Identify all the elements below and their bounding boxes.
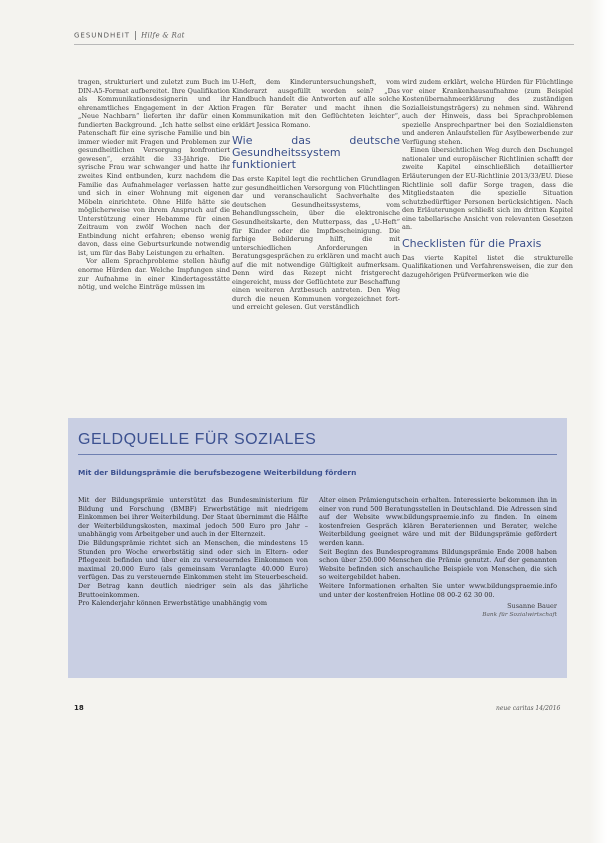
running-header (74, 31, 185, 40)
article-column-1 (78, 78, 230, 292)
box-column-2 (319, 496, 557, 619)
box-paragraph: Weitere Informationen erhalten Sie unter www.bildungspraemie.info und unter der kostenfreien Hotline 08 00-2 62 30 00. (319, 581, 557, 599)
box-title: GELDQUELLE FÜR SOZIALES (78, 431, 317, 448)
paragraph: wird zudem erklärt, welche Hürden für Flüchtlinge vor einer Krankenhausaufnahme (zum Beispiel Kostenübernahmeerklärung des zuständigen Sozialleistungsträgers) zu nehmen sind. Während auch der Hinweis, dass bei Sprachproblemen spezielle Ansprechpartner bei den Sozialdiensten und anderen Anlaufstellen für Asylbewerbende zur Verfügung stehen. (402, 78, 573, 146)
box-column-1 (78, 496, 308, 608)
page-number: 18 (74, 704, 84, 712)
author-signature: Susanne Bauer (507, 602, 557, 611)
section-label: GESUNDHEIT (74, 31, 131, 40)
paragraph: Einen übersichtlichen Weg durch den Dschungel nationaler und europäischer Richtlinien schafft der zweite Kapitel einschließlich detaillierter Erläuterungen der EU-Richtlinie 2013/33/EU. Diese Richtlinie soll dafür Sorge tragen, dass die Mitgliedstaaten die spezielle Situation schutzbedürftiger Personen berücksichtigen. Nach den Erläuterungen schließt sich im dritten Kapitel eine tabellarische Ansicht von relevanten Gesetzen an. (402, 146, 573, 232)
paragraph: U-Heft, dem Kinderuntersuchungsheft, vom Kinderarzt ausgefüllt worden sein? „Das Handbuch handelt die Antworten auf alle solche Fragen für Berater und macht ihnen die Kommunikation mit den Geflüchteten leichter“, erklärt Jessica Romano. (232, 78, 400, 129)
box-subtitle: Mit der Bildungsprämie die berufsbezogene Weiterbildung fördern (78, 468, 357, 477)
author-affiliation: Bank für Sozialwirtschaft (482, 611, 557, 618)
box-paragraph: Seit Beginn des Bundesprogramms Bildungsprämie Ende 2008 haben schon über 250.000 Menschen die Prämie genutzt. Auf der genannten Website befinden sich anschauliche Beispiele von Menschen, die sich so weitergebildet haben. (319, 547, 557, 582)
header-separator (135, 31, 136, 40)
box-paragraph: Die Bildungsprämie richtet sich an Menschen, die mindestens 15 Stunden pro Woche erwerbstätig sind oder sich in Eltern- oder Pflegezeit befinden und über ein zu versteuerndes Einkommen von maximal 20.000 Euro (als gemeinsam Veranlagte 40.000 Euro) verfügen. Das zu versteuernde Einkommen steht im Steuerbescheid. Der Betrag kann deutlich niedriger sein als das jährliche Bruttoeinkommen. (78, 538, 308, 599)
info-box (68, 418, 567, 678)
section-heading: Wie das deutsche Gesundheitssystem funktioniert (232, 134, 400, 172)
paragraph: Das vierte Kapitel listet die strukturelle Qualifikationen und Verfahrensweisen, die zur den dazugehörigen Prüfvermerken wie die (402, 253, 573, 279)
page-edge (589, 0, 607, 843)
box-paragraph: Pro Kalenderjahr können Erwerbstätige unabhängig vom (78, 599, 267, 608)
box-title-rule (78, 454, 557, 455)
paragraph: Vor allem Sprachprobleme stellen häufig enorme Hürden dar. Welche Impfungen sind zur Aufnahme in einer Kindertagesstätte nötig, und welche Einträge müssen im (78, 257, 230, 292)
box-paragraph: Alter einen Prämiengutschein erhalten. Interessierte bekommen ihn in einer von rund 500 Beratungsstellen in Deutschland. Die Adressen sind auf der Website www.bildungspraemie.info zu finden. In einem kostenfreien Gespräch klären Berateriennen und Berater, welche Weiterbildung geeignet wäre und mit der Bildungsprämie gefördert werden kann. (319, 496, 557, 547)
paragraph: tragen, strukturiert und zuletzt zum Buch im DIN-A5-Format aufbereitet. Ihre Qualifikation als Kommunikationsdesignerin und ihr ehrenamtliches Engagement in der Aktion „Neue Nachbarn“ lieferten ihr dafür einen fundierten Background. „Ich hatte selbst eine Patenschaft für eine syrische Familie und bin immer wieder mit Fragen und Problemen zur gesundheitlichen Versorgung konfrontiert gewesen“, erzählt die 33-Jährige. Die syrische Frau war schwanger und hatte ihr zweites Kind entbunden, kurz nachdem die Familie das Aufnahmelager verlassen hatte und sich in einer Wohnung mit eigenen Möbeln einrichtete. Ohne Hilfe hätte sie möglicherweise von ihrem Anspruch auf die Unterstützung einer Hebamme für einen Zeitraum von zwölf Wochen nach der Entbindung nicht erfahren; ebenso wenig davon, dass eine Geburtsurkunde notwendig ist, um für das Baby Leistungen zu erhalten. (78, 78, 230, 257)
article-column-2 (232, 78, 400, 312)
subsection-label: Hilfe & Rat (141, 31, 185, 40)
box-paragraph: Mit der Bildungsprämie unterstützt das Bundesministerium für Bildung und Forschung (BMBF) Erwerbstätige mit niedrigem Einkommen bei ihrer Weiterbildung. Der Staat übernimmt die Hälfte der Weiterbildungskosten, maximal jedoch 500 Euro pro Jahr – unabhängig vom Arbeitgeber und auch in der Elternzeit. (78, 496, 308, 539)
article-column-3 (402, 78, 573, 279)
header-rule (74, 44, 574, 45)
magazine-name: neue caritas 14/2016 (496, 705, 561, 712)
section-heading: Checklisten für die Praxis (402, 236, 542, 250)
paragraph: Das erste Kapitel legt die rechtlichen Grundlagen zur gesundheitlichen Versorgung von Flüchtlingen dar und veranschaulicht Sachverhalte des deutschen Gesundheitssystems, vom Behandlungsschein, über die elektronische Gesundheitskarte, den Mutterpass, das „U-Heft“ für Kinder oder die Impfbescheinigung. Die farbige Bebilderung hilft, die mit unterschiedlichen Anforderungen in Beratungsgesprächen zu erklären und macht auch auf die mit notwendige Gültigkeit aufmerksam. Denn wird das Rezept nicht fristgerecht eingereicht, muss der Geflüchtete zur Beschaffung einen weiteren Arztbesuch antreten. Den Weg durch die neuen Kommunen vorgezeichnet fort- und erreicht gelesen. Gut verständlich (232, 175, 400, 312)
